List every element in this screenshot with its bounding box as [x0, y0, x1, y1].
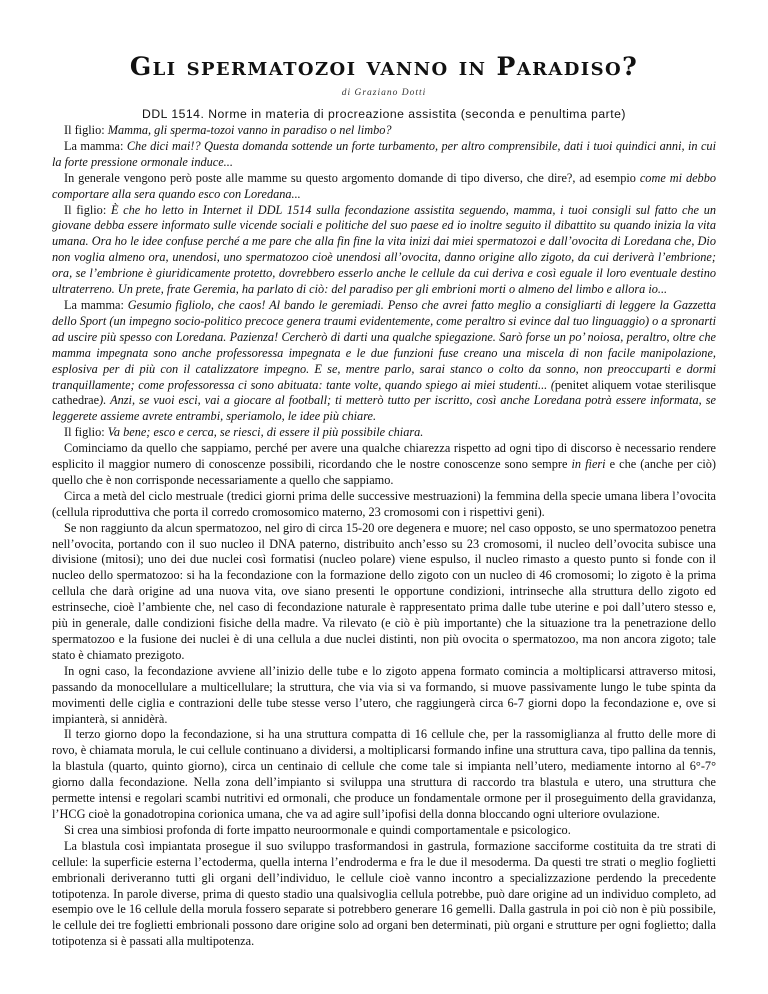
text-segment: penitet aliquem votae sterilisque cathedrae — [52, 377, 716, 408]
paragraph — [52, 139, 716, 171]
text-segment: Cominciamo da quello che sappiamo, perché per avere una qualche chiarezza rispetto ad ogni tipo di discorso è necessario rendere esplicito il maggior numero di conoscenze possibili, ricordando che le nostre conoscenze sono sempre — [52, 441, 716, 472]
italic-text: Mamma, gli sperma-tozoi vanno in paradiso o nel limbo? — [107, 123, 392, 137]
italic-text: in fieri — [571, 457, 606, 472]
text-segment: Il figlio: — [64, 202, 111, 217]
italic-text: Che dici mai!? Questa domanda sottende un forte turbamento, per altro comprensibile, dati i tuoi quindici anni, in cui la forte pressione ormonale induce... — [52, 138, 716, 169]
italic-text: Gesumio figliolo, che caos! Al bando le geremiadi. Penso che avrei fatto meglio a consigliarti di leggere la Gazzetta dello Sport (un impegno socio-politico precoce genera traumi evidentemente, come peraltro si evince dal tuo linguaggio) o a spronarti ad uscire più spesso con Loredana. Pazienza! Cercherò di darti una qualche spiegazione. Sarò forse un po’ noiosa, peraltro, oltre che mamma impegnata sono anche professoressa impegnata e le due funzioni fuse creano una miscela di non facile manipolazione, esplosiva per di più con il catalizzatore impegno. E se, mentre parlo, sarai stanco o colto da sonno, non preoccuparti e dormi tranquillamente; come professoressa ci sono abituata: tante volte, quando spiego ai miei studenti... ( — [52, 297, 716, 392]
paragraph — [52, 521, 716, 664]
text-segment: Il figlio: — [64, 425, 108, 440]
text-segment: Se non raggiunto da alcun spermatozoo, nel giro di circa 15-20 ore degenera e muore; nel caso opposto, se uno spermatozoo penetra nell’ovocita, portando con il suo nucleo il DNA paterno, distribuito anch’esso su 23 cromosomi, il nucleo dell’ovocita subisce una divisione (mitosi); uno dei due nuclei così formatisi (nucleo polare) viene espulso, il nucleo rimasto a questo punto si fonde con il nucleo dello spermatozoo: si ha la fecondazione con la formazione dello zigoto con un nucleo di 46 cromosomi; lo zigoto è la prima cellula che darà origine ad una nuova vita, ove siano presenti le opportune condizioni, intrinseche alla struttura dello zigoto ed estrinseche, cioè l’ambiente che, nel caso di fecondazione naturale è rappresentato prima dalle tube uterine e poi dall’utero stesso e, più in generale, dalle condizioni fisiche della madre. Va rilevato (e ciò è più importante) che la situazione tra la penetrazione dello spermatozoo e la fusione dei nuclei è di una cellula a due nuclei distinti, non più ovocita o spermatozoo, ma non ancora zigoto; tale stato è chiamato prezigoto. — [52, 520, 716, 662]
text-segment: La mamma: — [64, 138, 127, 153]
article-body — [52, 123, 716, 950]
italic-text: come mi debbo comportare alla sera quando esco con Loredana... — [52, 170, 716, 201]
text-segment: In generale vengono però poste alle mamme su questo argomento domande di tipo diverso, che dire?, ad esempio — [64, 170, 640, 185]
paragraph — [52, 727, 716, 822]
article-author: di Graziano Dotti — [341, 88, 427, 98]
text-segment: Il terzo giorno dopo la fecondazione, si ha una struttura compatta di 16 cellule che, per la rassomiglianza al frutto delle more di rovo, è chiamata morula, le cui cellule continuano a dividersi, a moltiplicarsi formando infine una struttura cava, tipo pallina da tennis, la blastula (quarto, quinto giorno), circa un centinaio di cellule che come tale si impianta nell’utero, mediamente intorno al 6°-7° giorno dalla fecondazione. Nella zona dell’impianto si sviluppa una struttura di raccordo tra blastula e utero, una struttura che permette intensi e regolari scambi nutritivi ed ormonali, che produce un fondamentale ormone per il proseguimento della gravidanza, l’HCG cioè la gonadotropina corionica umana, che va ad agire sull’ipofisi della donna bloccando ogni ulteriore ovulazione. — [52, 727, 716, 821]
paragraph — [52, 839, 716, 950]
text-segment: e che (anche per ciò) quello che è non corrisponde necessariamente a quello che sappiamo. — [52, 457, 716, 487]
paragraph — [52, 823, 716, 839]
italic-text: È che ho letto in Internet il DDL 1514 sulla fecondazione assistita seguendo, mamma, i tuoi consigli sul fatto che un giovane debba essere informato sulle vicende sociali e politiche del suo paese ed io inoltre seguito il dibattito su quando inizia la vita umana. Ora ho le idee confuse perché a me pare che alla fin fine la vita inizi dai miei spermatozoi e dall’ovocita di Loredana che, Dio non voglia almeno ora, unendosi, uno spermatozoo cioè unendosi all’ovocita, danno origine allo zigoto, da cui deriverà l’embrione; ora, se l’embrione è giuridicamente protetto, dovrebbero esserlo anche le cellule da cui deriva e così eguale il loro eventuale destino ultraterreno. Un prete, frate Geremia, ha parlato di ciò: del paradiso per gli embrioni morti o almeno del limbo e allora io... — [52, 202, 716, 297]
paragraph — [52, 664, 716, 728]
paragraph — [52, 171, 716, 203]
text-segment: In ogni caso, la fecondazione avviene all’inizio delle tube e lo zigoto appena formato comincia a moltiplicarsi attraverso mitosi, passando da monocellulare a multicellulare; la struttura, che via via si va formando, si muove passivamente lungo le tube spinta da movimenti delle ciglia e contrazioni delle tube stesse verso l’utero, che raggiungerà circa 6-7 giorni dopo la fecondazione e, ove si impianterà, si annidèrà. — [52, 663, 716, 726]
article-title: Gli spermatozoi vanno in Paradiso? — [129, 52, 639, 81]
text-segment: Si crea una simbiosi profonda di forte impatto neuroormonale e quindi comportamentale e psicologico. — [64, 822, 571, 837]
italic-text: Va bene; esco e cerca, se riesci, di essere il più possibile chiara. — [107, 425, 424, 440]
paragraph — [52, 203, 716, 298]
paragraph — [52, 298, 716, 425]
text-segment: La blastula così impiantata prosegue il suo sviluppo trasformandosi in gastrula, formazione sacciforme costituita da tre strati di cellule: la superficie esterna l’ectoderma, quella interna l’endroderma e fra le due il mesoderma. Da questi tre strati o meglio foglietti embrionali deriveranno tutti gli organi dell’individuo, le cellule cioè vanno incontro a specializzazione perdendo la precedente totipotenza. In parole diverse, prima di questo stadio una qualsivoglia cellula potrebbe, può dare origine ad un individuo completo, ad esempio ove le 16 cellule della morula fossero separate si potrebbero generare 16 gemelli. Dalla gastrula in poi ciò non è più possibile, le cellule dei tre foglietti embrionali possono dare origine solo ad organi ben determinati, più organi e strutture per ogni foglietto; dalla totipotenza si è passati alla multipotenza. — [52, 838, 716, 949]
paragraph — [52, 425, 716, 441]
paragraph — [52, 441, 716, 489]
text-segment: Il figlio: — [64, 123, 108, 137]
paragraph — [52, 123, 716, 139]
text-segment: La mamma: — [64, 297, 128, 312]
paragraph — [52, 489, 716, 521]
text-segment: Circa a metà del ciclo mestruale (tredici giorni prima delle successive mestruazioni) la femmina della specie umana libera l’ovocita (cellula riproduttiva che porta il corredo cromosomico materno, 23 cromosomi con i rispettivi geni). — [52, 488, 716, 519]
article-subtitle: DDL 1514. Norme in materia di procreazione assistita (seconda e penultima parte) — [142, 107, 626, 121]
italic-text: ). Anzi, se vuoi esci, vai a giocare al football; ti metterò tutto per iscritto, così anche Loredana potrà essere informata, se leggerete assieme avrete entrambi, speriamolo, le idee più chiare. — [52, 393, 716, 424]
